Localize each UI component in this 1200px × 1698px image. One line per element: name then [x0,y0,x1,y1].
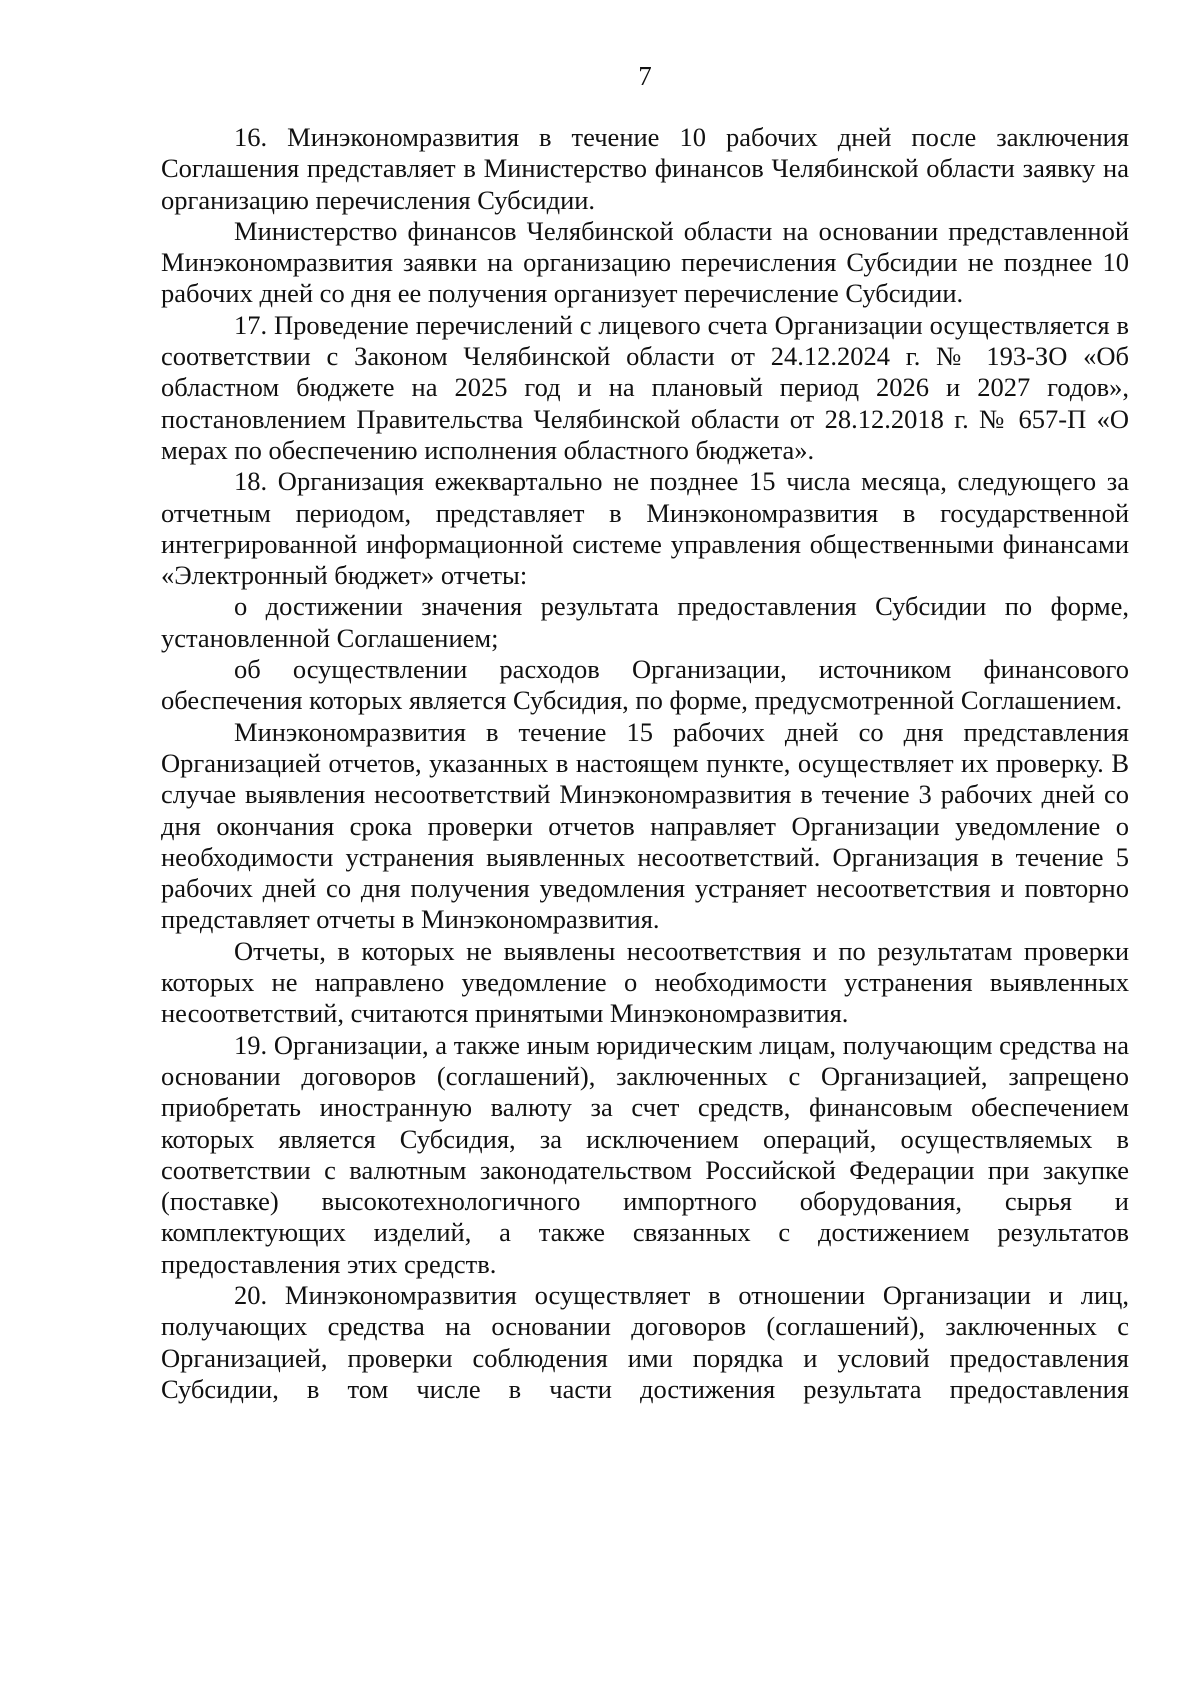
paragraph-18-report-result: о достижении значения результата предоставления Субсидии по форме, установленной Соглашением; [161,591,1129,653]
paragraph-18-report-expenses: об осуществлении расходов Организации, источником финансового обеспечения которых является Субсидия, по форме, предусмотренной Соглашением. [161,654,1129,716]
paragraph-16-ministry-finance: Министерство финансов Челябинской области на основании представленной Минэкономразвития заявки на организацию перечисления Субсидии не позднее 10 рабочих дней со дня ее получения организует перечисление Субсидии. [161,215,1129,309]
page-number: 7 [638,61,652,91]
paragraph-18-verification: Минэкономразвития в течение 15 рабочих дней со дня представления Организацией отчетов, указанных в настоящем пункте, осуществляет их проверку. В случае выявления несоответствий Минэкономразвития в течение 3 рабочих дней со дня окончания срока проверки отчетов направляет Организации уведомление о необходимости устранения выявленных несоответствий. Организация в течение 5 рабочих дней со дня получения уведомления устраняет несоответствия и повторно представляет отчеты в Минэкономразвития. [161,716,1129,935]
paragraph-16: 16. Минэкономразвития в течение 10 рабочих дней после заключения Соглашения представляет в Министерство финансов Челябинской области заявку на организацию перечисления Субсидии. [161,122,1129,215]
paragraph-18-accepted-reports: Отчеты, в которых не выявлены несоответствия и по результатам проверки которых не направлено уведомление о необходимости устранения выявленных несоответствий, считаются принятыми Минэкономразвития. [161,935,1129,1029]
paragraph-20: 20. Минэкономразвития осуществляет в отношении Организации и лиц, получающих средства на основании договоров (соглашений), заключенных с Организацией, проверки соблюдения ими порядка и условий предоставления Субсидии, в том числе в части достижения результата предоставления [161,1279,1129,1404]
paragraph-18: 18. Организация ежеквартально не позднее 15 числа месяца, следующего за отчетным периодом, представляет в Минэкономразвития в государственной интегрированной информационной системе управления общественными финансами «Электронный бюджет» отчеты: [161,466,1129,591]
paragraph-17: 17. Проведение перечислений с лицевого счета Организации осуществляется в соответствии с Законом Челябинской области от 24.12.2024 г. № 193-ЗО «Об областном бюджете на 2025 год и на плановый период 2026 и 2027 годов», постановлением Правительства Челябинской области от 28.12.2018 г. № 657-П «О мерах по обеспечению исполнения областного бюджета». [161,309,1129,465]
document-body [161,122,1129,1405]
paragraph-19: 19. Организации, а также иным юридическим лицам, получающим средства на основании договоров (соглашений), заключенных с Организацией, запрещено приобретать иностранную валюту за счет средств, финансовым обеспечением которых является Субсидия, за исключением операций, осуществляемых в соответствии с валютным законодательством Российской Федерации при закупке (поставке) высокотехнологичного импортного оборудования, сырья и комплектующих изделий, а также связанных с достижением результатов предоставления этих средств. [161,1029,1129,1279]
